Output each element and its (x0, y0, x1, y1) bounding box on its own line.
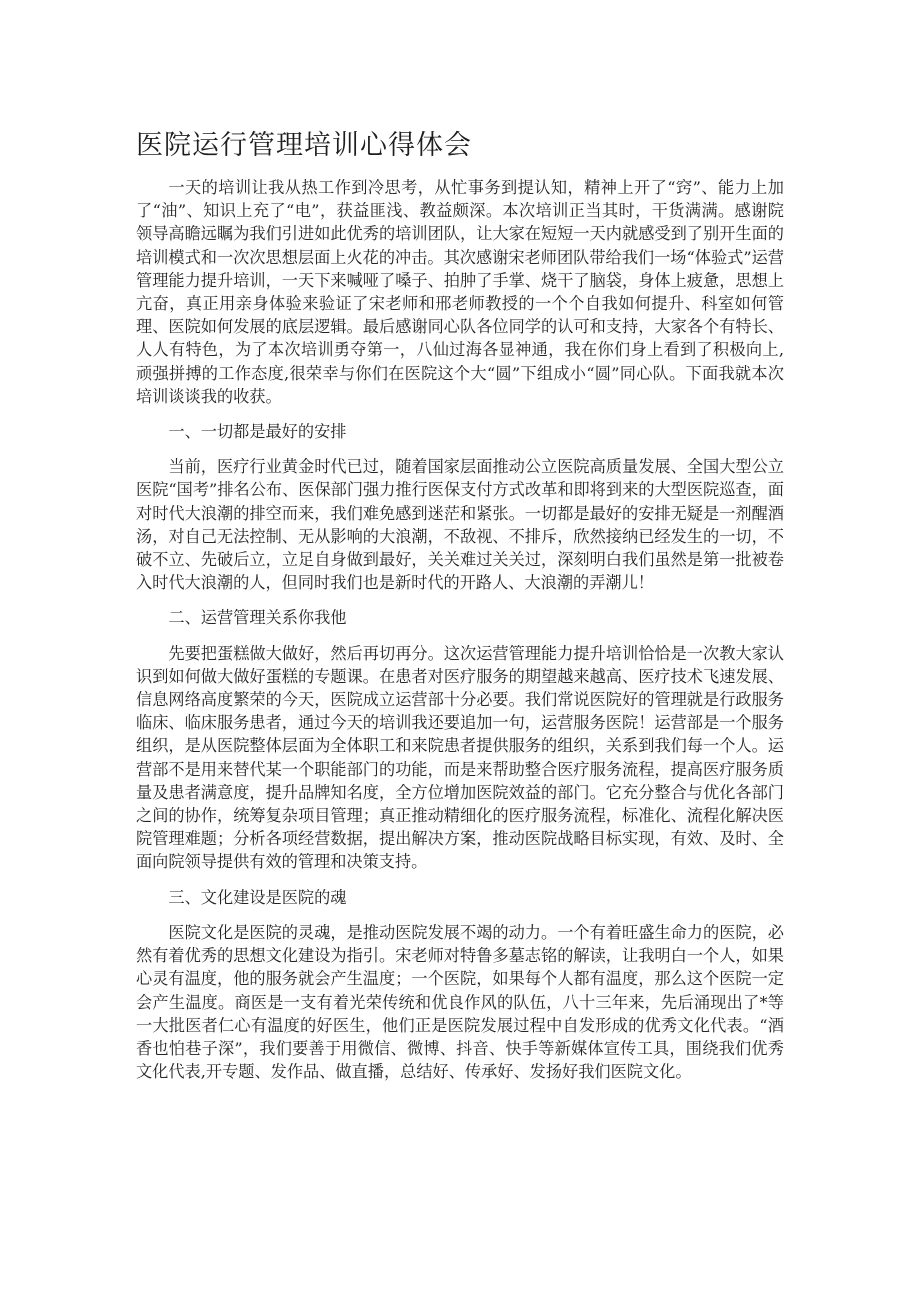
document-title: 医院运行管理培训心得体会 (136, 130, 472, 161)
intro-paragraph: 一天的培训让我从热工作到冷思考，从忙事务到提认知，精神上开了“窍”、能力上加了“油”、知识上充了“电”，获益匪浅、教益颇深。本次培训正当其时，干货满满。感谢院领导高瞻远瞩为我们引进如此优秀的培训团队，让大家在短短一天内就感受到了别开生面的培训模式和一次次思想层面上火花的冲击。其次感谢宋老师团队带给我们一场“体验式”运营管理能力提升培训，一天下来喊哑了嗓子、拍肿了手掌、烧干了脑袋，身体上疲惫，思想上亢奋，真正用亲身体验来验证了宋老师和邢老师教授的一个个自我如何提升、科室如何管理、医院如何发展的底层逻辑。最后感谢同心队各位同学的认可和支持，大家各个有特长、人人有特色，为了本次培训勇夺第一，八仙过海各显神通，我在你们身上看到了积极向上,顽强拼搏的工作态度,很荣幸与你们在医院这个大“圆”下组成小“圆”同心队。下面我就本次培训谈谈我的收获。 (136, 178, 784, 406)
section-paragraph-3: 医院文化是医院的灵魂，是推动医院发展不竭的动力。一个有着旺盛生命力的医院，必然有着优秀的思想文化建设为指引。宋老师对特鲁多墓志铭的解读，让我明白一个人，如果心灵有温度，他的服务就会产生温度；一个医院，如果每个人都有温度，那么这个医院一定会产生温度。商医是一支有着光荣传统和优良作风的队伍，八十三年来，先后涌现出了*等一大批医者仁心有温度的好医生，他们正是医院发展过程中自发形成的优秀文化代表。“酒香也怕巷子深”，我们要善于用微信、微博、抖音、快手等新媒体宣传工具，围绕我们优秀文化代表,开专题、发作品、做直播，总结好、传承好、发扬好我们医院文化。 (136, 922, 784, 1082)
section-paragraph-1: 当前，医疗行业黄金时代已过，随着国家层面推动公立医院高质量发展、全国大型公立医院“国考”排名公布、医保部门强力推行医保支付方式改革和即将到来的大型医院巡查，面对时代大浪潮的排空而来，我们难免感到迷茫和紧张。一切都是最好的安排无疑是一剂醒酒汤，对自己无法控制、无从影响的大浪潮，不敌视、不排斥，欣然接纳已经发生的一切，不破不立、先破后立，立足自身做到最好，关关难过关关过，深刻明白我们虽然是第一批被卷入时代大浪潮的人，但同时我们也是新时代的开路人、大浪潮的弄潮儿！ (136, 457, 784, 593)
section-heading-2: 二、运营管理关系你我他 (168, 608, 347, 628)
section-paragraph-2: 先要把蛋糕做大做好，然后再切再分。这次运营管理能力提升培训恰恰是一次教大家认识到如何做大做好蛋糕的专题课。在患者对医疗服务的期望越来越高、医疗技术飞速发展、信息网络高度繁荣的今天，医院成立运营部十分必要。我们常说医院好的管理就是行政服务临床、临床服务患者，通过今天的培训我还要追加一句，运营服务医院！运营部是一个服务组织，是从医院整体层面为全体职工和来院患者提供服务的组织，关系到我们每一个人。运营部不是用来替代某一个职能部门的功能，而是来帮助整合医疗服务流程，提高医疗服务质量及患者满意度，提升品牌知名度，全方位增加医院效益的部门。它充分整合与优化各部门之间的协作，统筹复杂项目管理；真正推动精细化的医疗服务流程，标准化、流程化解决医院管理难题；分析各项经营数据，提出解决方案，推动医院战略目标实现，有效、及时、全面向院领导提供有效的管理和决策支持。 (136, 643, 784, 872)
section-heading-3: 三、文化建设是医院的魂 (168, 887, 347, 907)
section-heading-1: 一、一切都是最好的安排 (168, 422, 347, 442)
document-body (136, 176, 784, 1083)
